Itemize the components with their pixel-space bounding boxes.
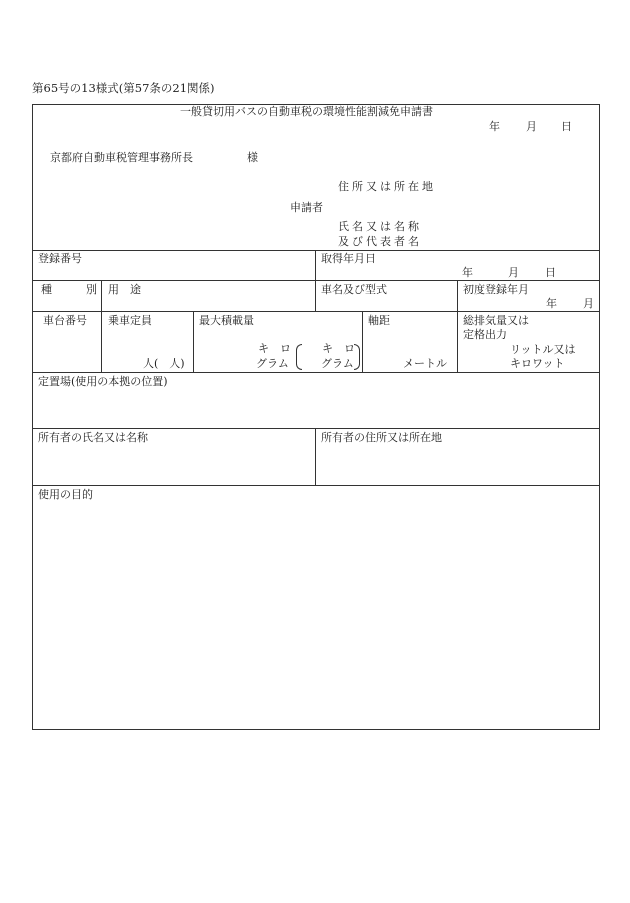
applicant-address-label: 住所又は所在地 <box>338 180 436 193</box>
divider <box>315 428 316 485</box>
divider <box>32 280 600 281</box>
form-frame <box>32 104 600 730</box>
first-registration-year: 年 <box>546 297 557 310</box>
kilowatt-unit: キロワット <box>510 357 565 370</box>
paren-right <box>354 344 360 370</box>
applicant-name-label: 氏名又は名称 <box>338 220 422 233</box>
chassis-number-label: 車台番号 <box>43 314 87 327</box>
divider <box>457 280 458 372</box>
divider <box>32 311 600 312</box>
form-title: 一般貸切用バスの自動車税の環境性能割減免申請書 <box>180 105 433 118</box>
kilo-unit-2: キ ロ <box>322 342 355 355</box>
addressee-office: 京都府自動車税管理事務所長 <box>50 151 193 164</box>
date-month: 月 <box>526 120 537 133</box>
gram-unit-2: グラム <box>321 357 354 370</box>
owner-address-label: 所有者の住所又は所在地 <box>321 431 442 444</box>
date-year: 年 <box>489 120 500 133</box>
registration-number-label: 登録番号 <box>38 252 82 265</box>
divider <box>32 250 600 251</box>
paren-left <box>296 344 302 370</box>
gram-unit-1: グラム <box>256 357 289 370</box>
divider <box>315 250 316 311</box>
max-load-label: 最大積載量 <box>199 314 254 327</box>
usage-label: 用 途 <box>108 283 141 296</box>
type-label-2: 別 <box>86 283 97 296</box>
type-label: 種 <box>41 283 52 296</box>
capacity-unit: 人( 人) <box>143 357 185 370</box>
acquisition-year: 年 <box>462 266 473 279</box>
divider <box>101 280 102 372</box>
form-number: 第65号の13様式(第57条の21関係) <box>32 81 215 95</box>
owner-name-label: 所有者の氏名又は名称 <box>38 431 148 444</box>
divider <box>32 372 600 373</box>
divider <box>193 311 194 372</box>
applicant-representative-label: 及び代表者名 <box>338 235 422 248</box>
first-registration-label: 初度登録年月 <box>463 283 529 296</box>
passenger-capacity-label: 乗車定員 <box>108 314 152 327</box>
liter-unit: リットル又は <box>510 343 576 356</box>
storage-location-label: 定置場(使用の本拠の位置) <box>38 375 168 388</box>
acquisition-month: 月 <box>508 266 519 279</box>
make-model-label: 車名及び型式 <box>321 283 387 296</box>
acquisition-date-label: 取得年月日 <box>321 252 376 265</box>
kilo-unit-1: キ ロ <box>258 342 291 355</box>
date-day: 日 <box>561 120 572 133</box>
divider <box>362 311 363 372</box>
displacement-label-1: 総排気量又は <box>463 314 529 327</box>
first-registration-month: 月 <box>583 297 594 310</box>
acquisition-day: 日 <box>545 266 556 279</box>
divider <box>32 485 600 486</box>
wheelbase-label: 軸距 <box>368 314 390 327</box>
purpose-label: 使用の目的 <box>38 488 93 501</box>
divider <box>32 428 600 429</box>
applicant-label: 申請者 <box>290 201 323 214</box>
displacement-label-2: 定格出力 <box>463 328 507 341</box>
meter-unit: メートル <box>403 357 447 370</box>
addressee-honorific: 様 <box>247 151 258 164</box>
